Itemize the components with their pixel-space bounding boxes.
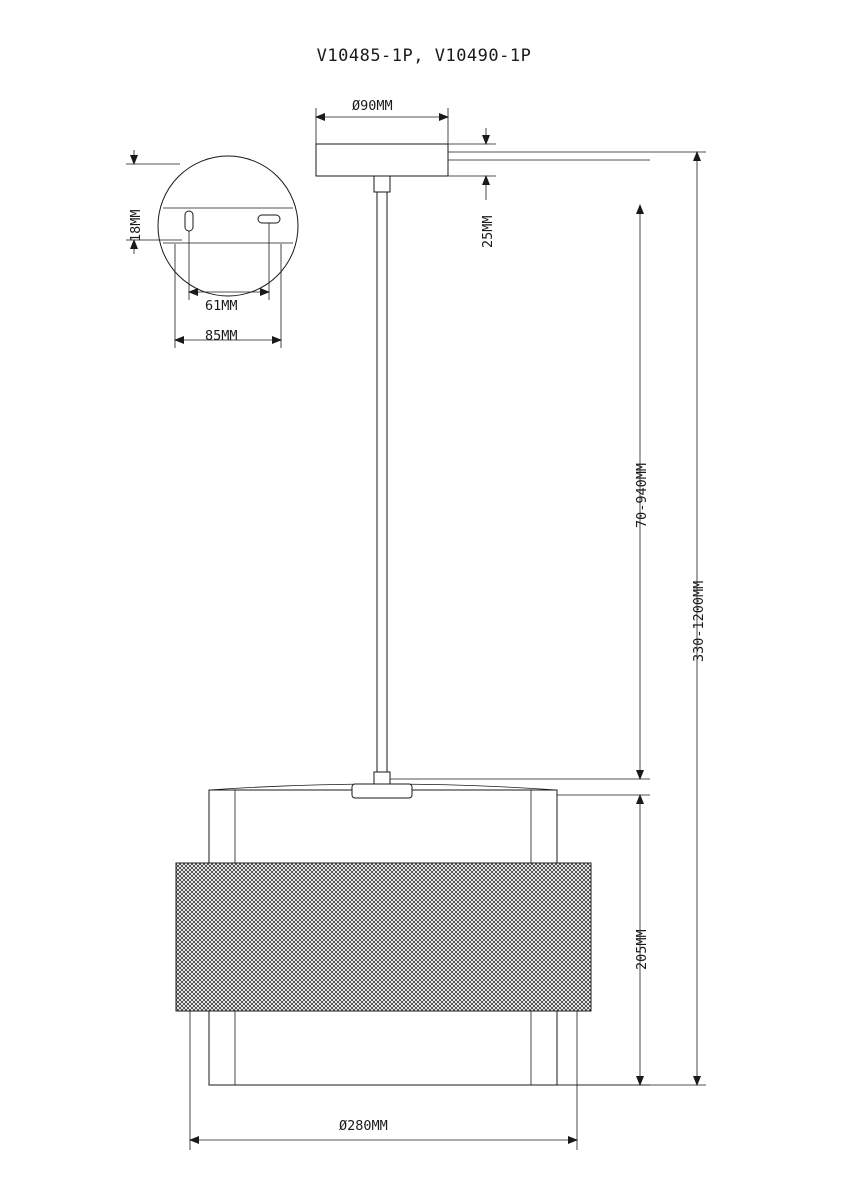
mounting-bracket-detail-view [158,156,298,296]
dim-70-940mm-group [390,160,650,779]
rod-bottom-connector [374,772,390,784]
bracket-slot-left [185,211,193,231]
canopy-stem [374,176,390,192]
dim-label-shade-height: 205MM [634,929,650,970]
mesh-shade-band [176,863,591,1011]
dim-25mm-group [448,128,496,200]
dim-label-canopy-height: 25MM [480,215,496,248]
dim-label-total-height: 330-1200MM [691,580,707,662]
suspension-rod [377,192,387,772]
dim-label-bracket-slot-height: 18MM [128,209,144,242]
page-title: V10485-1P, V10490-1P [316,46,532,66]
dim-label-bracket-inner-span: 61MM [205,298,238,314]
bracket-plate-outline [158,156,298,296]
dim-label-bracket-outer-span: 85MM [205,328,238,344]
canopy-plate [316,144,448,176]
dim-label-shade-diameter: Ø280MM [339,1118,388,1134]
dim-label-canopy-diameter: Ø90MM [352,98,393,114]
lamp-socket-cup [352,784,412,798]
dim-label-rod-length: 70-940MM [634,462,650,528]
bracket-slot-right [258,215,280,223]
